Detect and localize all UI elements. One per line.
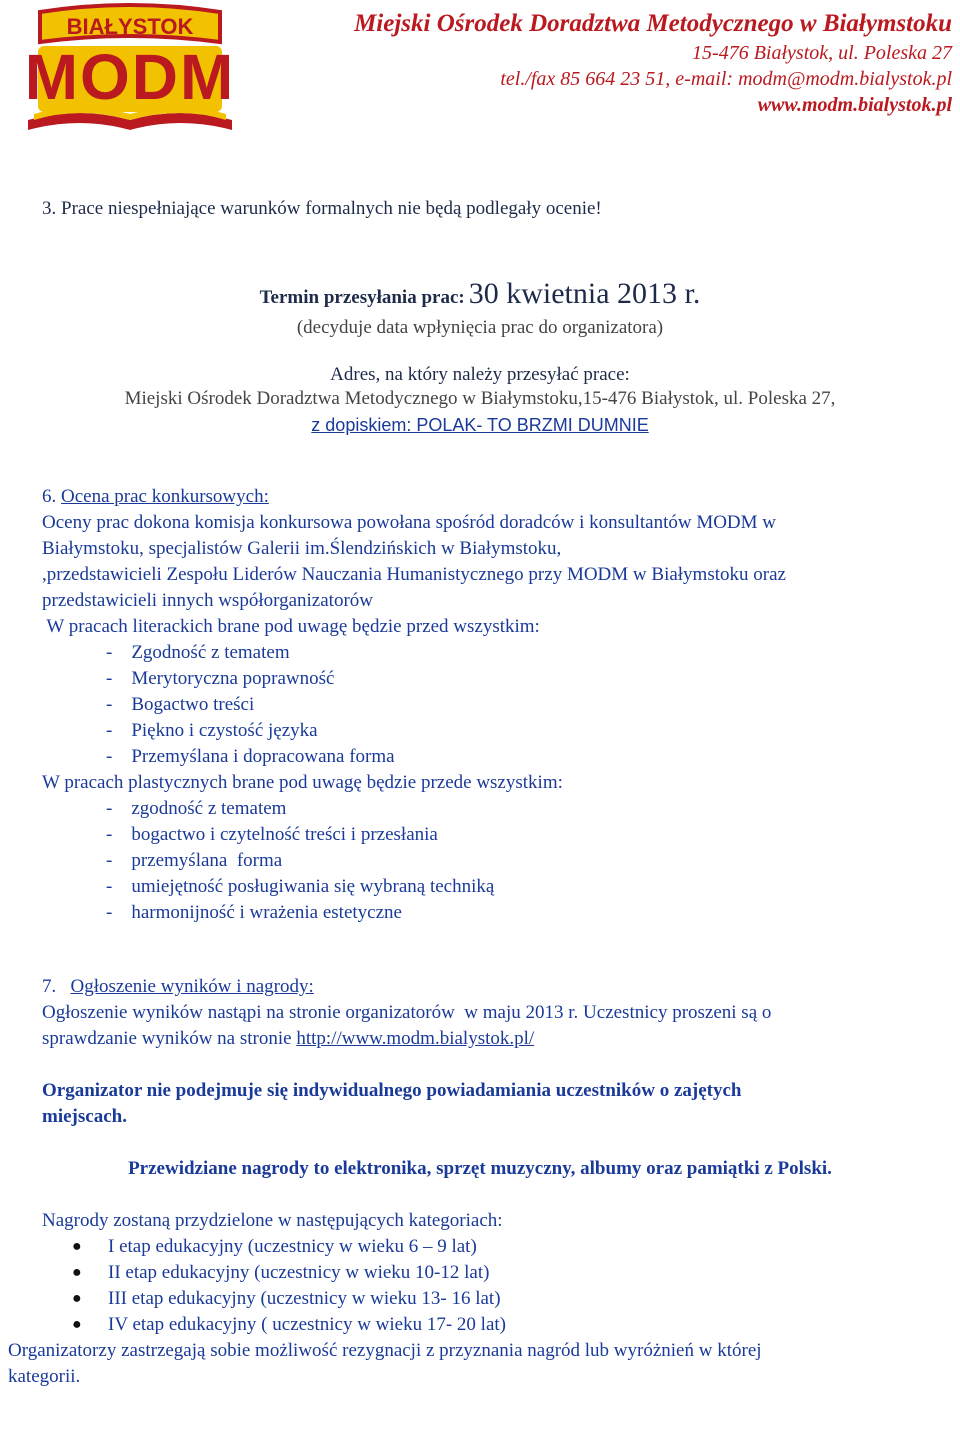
art-criterion: zgodność z tematem (131, 798, 287, 819)
logo-top-text: BIAŁYSTOK (66, 14, 194, 39)
section-6-line: ,przedstawicieli Zespołu Liderów Nauczania Humanistycznego przy MODM w Białymstoku oraz (42, 564, 786, 585)
list-item: - Piękno i czystość języka (106, 720, 318, 741)
category-item: I etap edukacyjny (uczestnicy w wieku 6 – 9 lat) (108, 1236, 477, 1257)
prizes-text: Przewidziane nagrody to elektronika, sprzęt muzyczny, albumy oraz pamiątki z Polski. (128, 1158, 832, 1179)
list-item: - Przemyślana i dopracowana forma (106, 746, 395, 767)
art-criterion: bogactwo i czytelność treści i przesłania (131, 824, 438, 845)
art-criterion: umiejętność posługiwania się wybraną techniką (131, 876, 495, 897)
section-6-number: 6. (42, 486, 57, 507)
category-item: II etap edukacyjny (uczestnicy w wieku 10-12 lat) (108, 1262, 490, 1283)
closing-line: Organizatorzy zastrzegają sobie możliwość rezygnacji z przyznania nagród lub wyróżnień w której (8, 1340, 762, 1361)
address-note: z dopiskiem: POLAK- TO BRZMI DUMNIE (311, 415, 649, 435)
results-line: Ogłoszenie wyników nastąpi na stronie organizatorów w maju 2013 r. Uczestnicy proszeni są o (42, 1002, 772, 1023)
list-item: - umiejętność posługiwania się wybraną techniką (106, 876, 495, 897)
notice-line: miejscach. (42, 1106, 127, 1127)
section-6-line: przedstawicieli innych współorganizatorów (42, 590, 373, 611)
literary-criterion: Merytoryczna poprawność (131, 668, 335, 689)
literary-criterion: Zgodność z tematem (131, 642, 290, 663)
address-label: Adres, na który należy przesyłać prace: (330, 364, 630, 385)
header-title: Miejski Ośrodek Doradztwa Metodycznego w Białymstoku (354, 10, 952, 37)
art-criterion: harmonijność i wrażenia estetyczne (131, 902, 402, 923)
list-item: - zgodność z tematem (106, 798, 287, 819)
results-prefix: sprawdzanie wyników na stronie (42, 1028, 297, 1049)
category-item: III etap edukacyjny (uczestnicy w wieku 13- 16 lat) (108, 1288, 501, 1309)
list-item: - harmonijność i wrażenia estetyczne (106, 902, 402, 923)
results-link[interactable]: http://www.modm.bialystok.pl/ (296, 1028, 535, 1049)
deadline-label: Termin przesyłania prac: (259, 287, 465, 308)
section-6-line: W pracach literackich brane pod uwagę będzie przed wszystkim: (42, 616, 540, 637)
list-item: - Bogactwo treści (106, 694, 255, 715)
art-criterion: przemyślana forma (131, 850, 283, 871)
results-line-2 (42, 1026, 534, 1052)
categories-intro: Nagrody zostaną przydzielone w następujących kategoriach: (42, 1210, 503, 1231)
deadline-line (0, 277, 960, 311)
logo (20, 2, 240, 134)
deadline-note: (decyduje data wpłynięcia prac do organizatora) (296, 317, 664, 338)
section-6-title: Ocena prac konkursowych: (61, 486, 269, 507)
address-text: Miejski Ośrodek Doradztwa Metodycznego w Białymstoku,15-476 Białystok, ul. Poleska 27, (124, 388, 836, 409)
header-website[interactable]: www.modm.bialystok.pl (757, 94, 952, 116)
bullet-icon: ● (72, 1290, 82, 1307)
section-6-line: Białymstoku, specjalistów Galerii im.Ślendzińskich w Białymstoku, (42, 538, 562, 559)
literary-criterion: Piękno i czystość języka (131, 720, 318, 741)
literary-criterion: Bogactwo treści (131, 694, 255, 715)
notice-line: Organizator nie podejmuje się indywidualnego powiadamiania uczestników o zajętych (42, 1080, 742, 1101)
bullet-icon: ● (72, 1316, 82, 1333)
section-6-heading (42, 484, 269, 510)
category-item: IV etap edukacyjny ( uczestnicy w wieku 17- 20 lat) (108, 1314, 506, 1335)
section-7-heading (42, 974, 314, 1000)
list-item: - przemyślana forma (106, 850, 283, 871)
section-6-line: Oceny prac dokona komisja konkursowa powołana spośród doradców i konsultantów MODM w (42, 512, 777, 533)
closing-line: kategorii. (8, 1366, 81, 1387)
section-7-number: 7. (42, 976, 57, 997)
literary-criterion: Przemyślana i dopracowana forma (131, 746, 395, 767)
list-item: - bogactwo i czytelność treści i przesłania (106, 824, 438, 845)
art-intro: W pracach plastycznych brane pod uwagę będzie przede wszystkim: (42, 772, 563, 793)
header-contact: tel./fax 85 664 23 51, e-mail: modm@modm.bialystok.pl (500, 68, 952, 90)
bullet-icon: ● (72, 1264, 82, 1281)
section-7-title: Ogłoszenie wyników i nagrody: (70, 976, 314, 997)
header-address: 15-476 Białystok, ul. Poleska 27 (692, 42, 952, 64)
point-3-text: 3. Prace niespełniające warunków formalnych nie będą podlegały ocenie! (42, 198, 602, 219)
list-item: - Zgodność z tematem (106, 642, 290, 663)
logo-main-text: MODM (24, 41, 236, 113)
bullet-icon: ● (72, 1238, 82, 1255)
list-item: - Merytoryczna poprawność (106, 668, 335, 689)
deadline-date: 30 kwietnia 2013 r. (468, 277, 701, 310)
